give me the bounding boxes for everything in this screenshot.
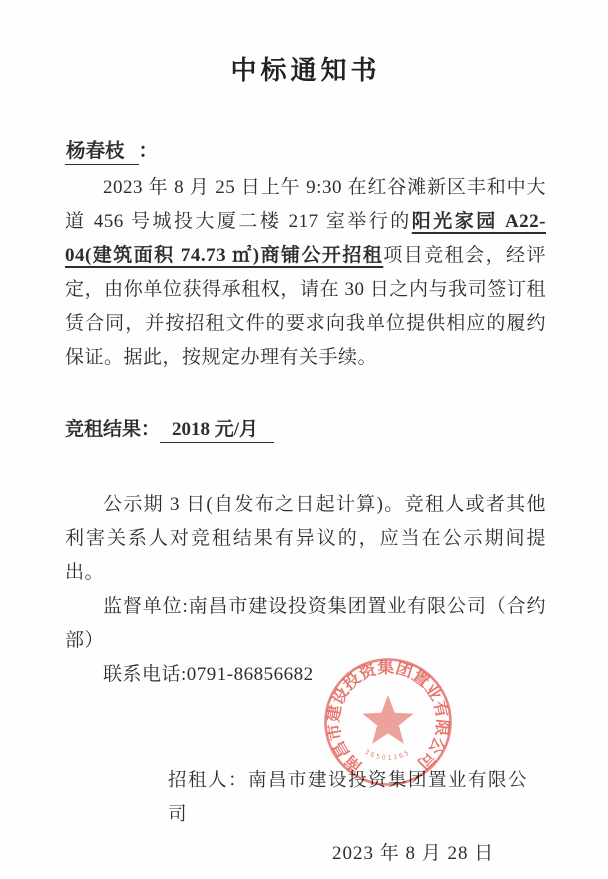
seal-company-text: 南昌市建设投资集团置业有限公司 bbox=[325, 659, 451, 775]
bid-result-line bbox=[65, 413, 546, 447]
recipient-colon: ： bbox=[138, 141, 159, 162]
recipient-line bbox=[65, 137, 546, 167]
supervisor-line: 监督单位:南昌市建设投资集团置业有限公司（合约部） bbox=[65, 596, 546, 651]
body-text-pre: 2023 年 8 月 25 日上午 9:30 在红谷滩新区丰和中大道 456 号城投大厦二楼 217 室举行的 bbox=[65, 177, 546, 232]
signature-block bbox=[65, 764, 546, 871]
document-title: 中标通知书 bbox=[230, 56, 381, 85]
date-line: 2023 年 8 月 28 日 bbox=[332, 843, 495, 864]
body-text-post: 项目竞租会，经评定，由你单位获得承租权，请在 30 日之内与我司签订租赁合同，并按招租文件的要求向我单位提供相应的履约保证。据此，按规定办理有关手续。 bbox=[65, 245, 546, 368]
highlight-project-name: 阳光家园 A22-04(建筑面积 74.73 ㎡)商铺公开招租 bbox=[65, 211, 546, 266]
lessor-line: 招租人：南昌市建设投资集团置业有限公司 bbox=[168, 771, 529, 825]
body-paragraph bbox=[65, 171, 546, 375]
notice-block bbox=[65, 488, 546, 692]
bid-result-value: 2018 元/月 bbox=[160, 419, 274, 443]
phone-line: 联系电话:0791-86856682 bbox=[103, 664, 314, 685]
seal-code-text: 36501165 bbox=[363, 747, 413, 762]
public-notice-paragraph: 公示期 3 日(自发布之日起计算)。竞租人或者其他利害关系人对竞租结果有异议的，应当在公示期间提出。 bbox=[65, 494, 546, 583]
recipient-name: 杨春枝 bbox=[65, 141, 139, 165]
bid-result-label: 竞租结果： bbox=[65, 419, 161, 440]
